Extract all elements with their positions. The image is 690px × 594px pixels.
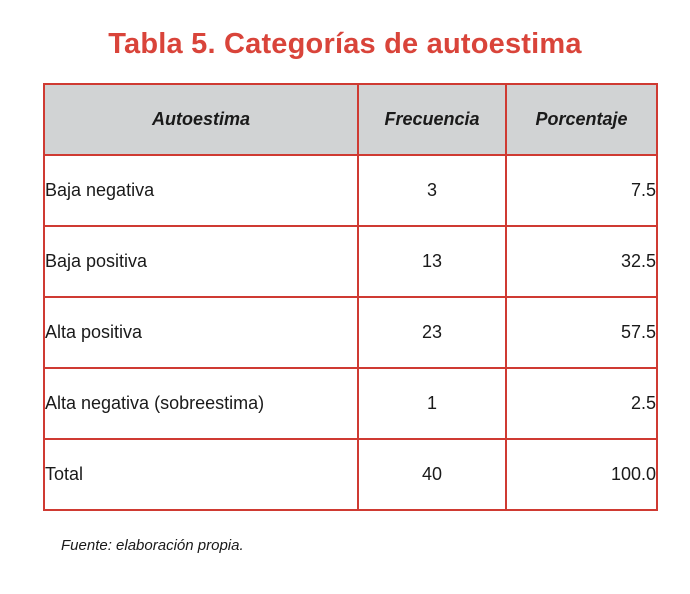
category-cell: Total bbox=[44, 439, 358, 510]
table-row bbox=[44, 297, 657, 368]
column-header-porcentaje: Porcentaje bbox=[506, 84, 657, 155]
column-header-frecuencia: Frecuencia bbox=[358, 84, 506, 155]
frequency-cell: 13 bbox=[358, 226, 506, 297]
self-esteem-table bbox=[43, 83, 658, 511]
frequency-cell: 3 bbox=[358, 155, 506, 226]
table-row bbox=[44, 226, 657, 297]
frequency-cell: 23 bbox=[358, 297, 506, 368]
category-cell: Baja positiva bbox=[44, 226, 358, 297]
percentage-cell: 2.5 bbox=[506, 368, 657, 439]
percentage-cell: 57.5 bbox=[506, 297, 657, 368]
table-row-total bbox=[44, 439, 657, 510]
table-row bbox=[44, 155, 657, 226]
category-cell: Alta negativa (sobreestima) bbox=[44, 368, 358, 439]
frequency-cell: 40 bbox=[358, 439, 506, 510]
column-header-autoestima: Autoestima bbox=[44, 84, 358, 155]
source-note: Fuente: elaboración propia. bbox=[61, 537, 244, 554]
percentage-cell: 7.5 bbox=[506, 155, 657, 226]
table-title: Tabla 5. Categorías de autoestima bbox=[108, 28, 582, 60]
table-row bbox=[44, 368, 657, 439]
category-cell: Alta positiva bbox=[44, 297, 358, 368]
header-row bbox=[44, 84, 657, 155]
percentage-cell: 32.5 bbox=[506, 226, 657, 297]
category-cell: Baja negativa bbox=[44, 155, 358, 226]
percentage-cell: 100.0 bbox=[506, 439, 657, 510]
frequency-cell: 1 bbox=[358, 368, 506, 439]
